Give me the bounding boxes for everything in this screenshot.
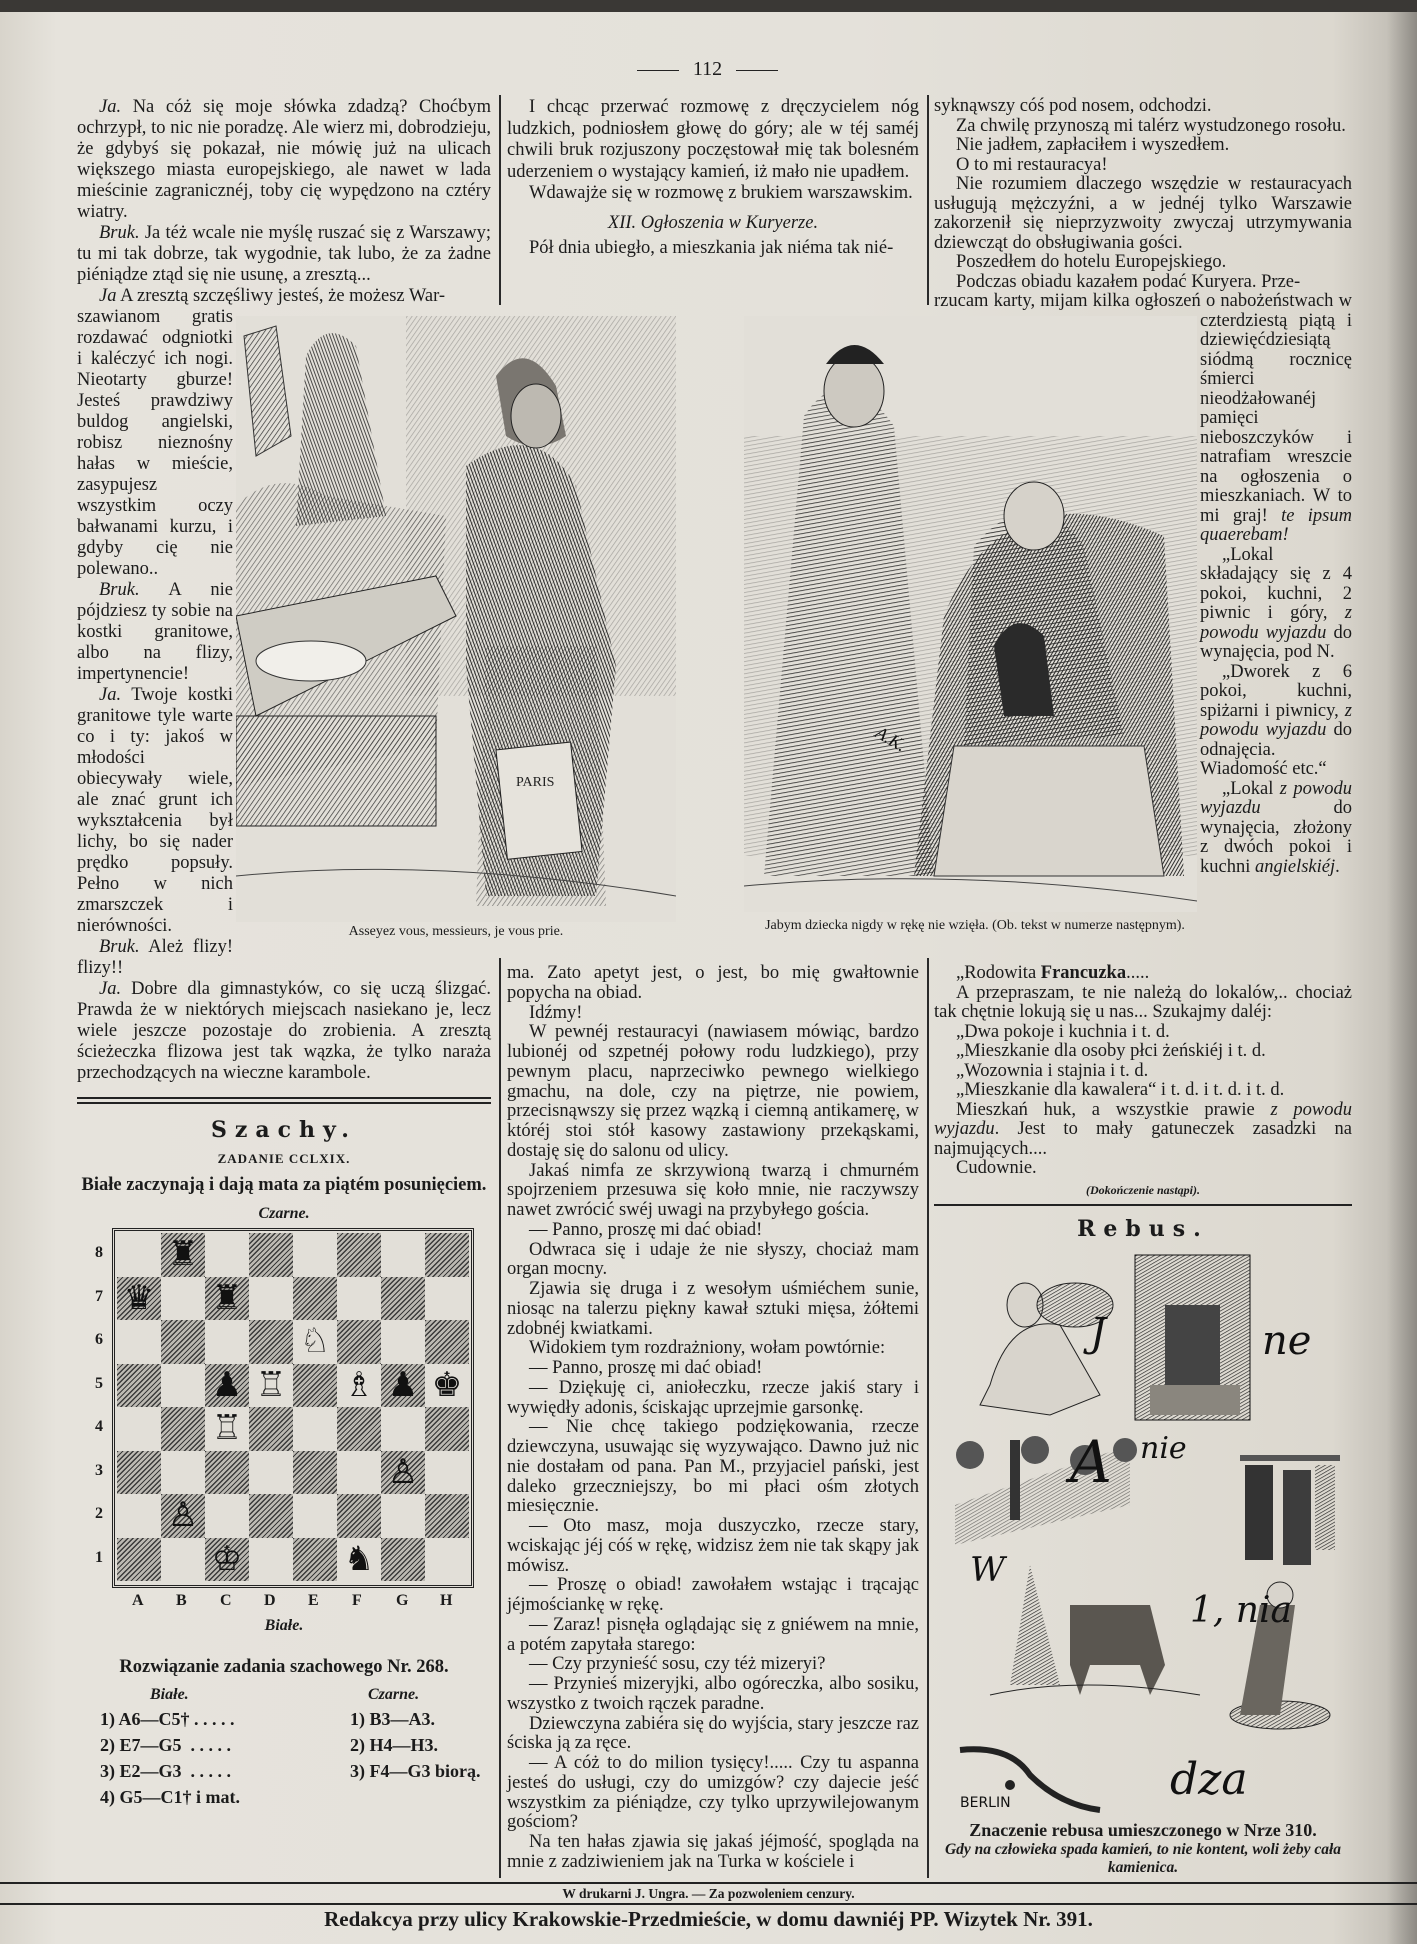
board-square [293, 1277, 337, 1321]
paragraph [507, 1379, 919, 1419]
rebus-answer-title: Znaczenie rebusa umieszczonego w Nrze 310. [969, 1820, 1317, 1840]
text-run: ..... [1126, 963, 1150, 983]
map-label: BERLIN [960, 1795, 1011, 1811]
illustration-woman-by-bed [236, 316, 676, 922]
board-square [425, 1538, 469, 1582]
black-move: 1) B3—A3. [350, 1709, 435, 1729]
chess-title: Szachy. [211, 1117, 357, 1143]
paragraph [77, 223, 491, 286]
text-run: „Mieszkanie dla osoby płci żeńskiéj i t. d. [956, 1041, 1266, 1061]
chess-piece-b8: ♜ [167, 1234, 199, 1274]
text-run: Za chwilę przynoszą mi talérz wystudzonego rosołu. [956, 115, 1346, 136]
board-square [117, 1364, 161, 1408]
paragraph [934, 1062, 1352, 1082]
text-run: Podczas obiadu kazałem podać Kuryera. Prze- [956, 271, 1301, 292]
editorial-address: Redakcya przy ulicy Krakowskie-Przedmieście, w domu dawniéj PP. Wizytek Nr. 391. [324, 1907, 1093, 1931]
text-run: O to mi restauracya! [956, 154, 1108, 175]
page-number-text: 112 [692, 58, 723, 80]
board-square [425, 1320, 469, 1364]
solution-white-label: Białe. [150, 1686, 189, 1703]
rebus-throne [1135, 1255, 1250, 1420]
paragraph [507, 1221, 919, 1241]
rank-label: 8 [95, 1244, 103, 1261]
rebus-letter: W [970, 1550, 1005, 1590]
text-run: — Nie chcę takiego podziękowania, rzecze dziewczyna, usuwając się wyzywająco. Dawno już nic nie dostałam od pana. Pan M., przyjaciel pański, jest daleko grzeczniejszy, bo mi płaci ośm złotych miesięcznie. [507, 1417, 919, 1517]
white-move: 4) G5—C1† i mat. [100, 1787, 240, 1807]
rank-label: 7 [95, 1287, 103, 1305]
paragraph [507, 97, 919, 183]
board-square [249, 1407, 293, 1451]
text-run: Poszedłem do hotelu Europejskiego. [956, 252, 1227, 272]
file-label: D [264, 1592, 276, 1609]
text-run: Nie rozumiem dlaczego wszędzie w restauracyach usługują mężczyźni, a w jednéj tylko Warszawie zakorzenił się nieprzyzwoity zwyczaj utrzymywania dziewcząt do obsługiwania gości. [934, 174, 1352, 253]
double-rule [77, 1097, 491, 1099]
text-run: Jakaś nimfa ze skrzywioną twarzą i chmurném spojrzeniem przesuwa się koło mnie, nie raczywszy nawet zwrócić swéj uwagi na przybyłego gościa. [507, 1160, 919, 1220]
rebus-deer [990, 1565, 1200, 1695]
italic-run: Ja [99, 286, 117, 306]
paragraph [934, 117, 1352, 137]
board-square [337, 1320, 381, 1364]
board-square [161, 1407, 205, 1451]
section-heading: XII. Ogłoszenia w Kuryerze. [607, 212, 819, 233]
italic-run: Ja. [99, 685, 122, 705]
paragraph [507, 1023, 919, 1161]
footer-rule [0, 1882, 1417, 1884]
italic-run: z powodu wyjazdu [1200, 700, 1352, 740]
solution-black-label: Czarne. [368, 1686, 420, 1703]
board-square [293, 1451, 337, 1495]
text-run: „Lokal składający się z 4 pokoi, kuchni, 2 piwnic i góry, [1200, 544, 1352, 623]
chess-black-label: Czarne. [258, 1205, 310, 1222]
board-square [337, 1494, 381, 1538]
column-rule [927, 95, 929, 305]
file-label: G [396, 1592, 409, 1609]
chess-piece-f1: ♞ [343, 1538, 375, 1579]
board-square [205, 1494, 249, 1538]
text-run: Cudownie. [956, 1158, 1037, 1178]
board-square [117, 1538, 161, 1582]
board-square [337, 1407, 381, 1451]
solution-title: Rozwiązanie zadania szachowego Nr. 268. [119, 1657, 449, 1677]
board-square [337, 1451, 381, 1495]
chess-problem-number: ZADANIE CCLXIX. [217, 1151, 351, 1166]
board-square [117, 1320, 161, 1364]
double-rule [77, 1102, 491, 1104]
box-label: PARIS [516, 775, 555, 790]
paragraph [507, 1004, 919, 1024]
rebus-answer [934, 1820, 1352, 1877]
chess-piece-d5: ♖ [255, 1364, 287, 1405]
paragraph [77, 97, 491, 223]
rebus-letter: ne [1262, 1318, 1312, 1364]
file-label: H [440, 1592, 453, 1609]
board-square [293, 1494, 337, 1538]
paragraph [507, 1754, 919, 1833]
solution-row [100, 1706, 491, 1732]
black-move: 3) F4—G3 biorą. [350, 1761, 481, 1781]
board-square [381, 1407, 425, 1451]
board-square [425, 1494, 469, 1538]
chess-board-area [77, 1224, 491, 1616]
text-run: „Lokal [1222, 778, 1280, 799]
scan-edge-right [1387, 0, 1417, 1944]
text-run: — Panno, proszę mi dać obiad! [529, 1358, 763, 1378]
paragraph [934, 156, 1352, 176]
rebus-letter: nie [1140, 1431, 1187, 1466]
board-square [337, 1277, 381, 1321]
italic-run: z powodu wyjazdu [934, 1099, 1352, 1139]
chess-piece-c4: ♖ [211, 1408, 243, 1448]
text-run: Zjawia się druga i z wesołym uśmiéchem sunie, niosąc na talerzu piękny kawał sztuki mięsa, żółtemi zdobnéj kwiatkami. [507, 1279, 919, 1339]
rebus-letter: 1, nia [1190, 1590, 1292, 1631]
rebus-clothes-rack [1240, 1455, 1340, 1565]
white-move: 3) E2—G3 . . . . . [100, 1761, 232, 1781]
continued-note: (Dokończenie nastąpi). [1086, 1182, 1200, 1197]
text-run: — Panno, proszę mi dać obiad! [529, 1219, 763, 1240]
text-run: — A cóż to do milion tysięcy!..... Czy tu aspanna jesteś do usługi, czy do umizgów? czy dajecie jeść wszystkim za piéniądze, czy tylko uprzywilejowanym gościom? [507, 1753, 919, 1833]
column-2-lower [507, 964, 919, 1873]
paragraph [507, 1655, 919, 1675]
italic-run: Bruk. [99, 580, 140, 600]
chess-piece-c7: ♜ [211, 1277, 243, 1318]
text-run: Twoje kostki granitowe tyle warte co i ty: jakoś w młodości obiecywały wiele, ale znać grunt ich wykształcenia był lichy, bo się nader prędko popsuły. Pełno w nich zmarszczek i nierówności. [77, 685, 233, 936]
column-1-top [77, 97, 491, 307]
paragraph [507, 1675, 919, 1715]
chess-piece-e6: ♘ [299, 1321, 331, 1361]
solution-row [100, 1784, 491, 1810]
board-square [249, 1233, 293, 1277]
chess-piece-g5: ♟ [387, 1364, 419, 1405]
board-square [381, 1320, 425, 1364]
bold-run: Francuzka [1040, 963, 1127, 983]
text-run: A przepraszam, te nie należą do lokalów,.. chociaż tak chętnie lokują się u nas... Szukajmy daléj: [934, 982, 1352, 1022]
chess-board [112, 1228, 474, 1588]
board-square [249, 1494, 293, 1538]
solution-labels [77, 1684, 491, 1706]
column-1-lower [77, 937, 491, 1084]
board-square [161, 1451, 205, 1495]
rebus-letter: J [1090, 1310, 1107, 1356]
rebus-letter: dza [1170, 1754, 1248, 1805]
board-square [381, 1538, 425, 1582]
chess-piece-c1: ♔ [211, 1538, 243, 1579]
file-label: C [220, 1592, 232, 1609]
text-run: Mieszkań huk, a wszystkie prawie [956, 1099, 1271, 1120]
paragraph [934, 964, 1352, 984]
text-run: do odnajęcia. Wiadomość etc.“ [1200, 720, 1353, 779]
paragraph [934, 97, 1352, 117]
board-square [425, 1451, 469, 1495]
text-run: — Czy przynieść sosu, czy téż mizeryi? [529, 1654, 826, 1675]
text-run: A zresztą szczęśliwy jesteś, że możesz War- [116, 286, 446, 306]
chess-piece-b2: ♙ [167, 1495, 199, 1535]
text-run: do wynajęcia, pod N. [1200, 622, 1353, 662]
board-square [117, 1233, 161, 1277]
paragraph: Pół dnia ubiegło, a mieszkania jak niéma tak nié- [529, 238, 894, 258]
board-square [425, 1233, 469, 1277]
rank-label: 1 [95, 1548, 103, 1566]
text-run: Widokiem tym rozdrażniony, wołam powtórnie: [529, 1338, 886, 1359]
paragraph [934, 1023, 1352, 1043]
board-square [425, 1407, 469, 1451]
paragraph [934, 136, 1352, 156]
board-square [249, 1538, 293, 1582]
text-run: rzucam karty, mijam kilka ogłoszeń o nabożeństwach w czterdziestą piątą i dziewięćdziesiątą siódmą rocznicę śmierci nieodżałowanéj pamięci nieboszczyków i natrafiam wreszcie na ogłoszenia o mieszkaniach. W to mi graj! [934, 291, 1352, 526]
board-square [293, 1233, 337, 1277]
file-label: F [352, 1592, 362, 1609]
paragraph [934, 1081, 1352, 1101]
italic-run: Ja. [99, 97, 122, 117]
rank-label: 2 [95, 1505, 103, 1522]
italic-run: te ipsum quaerebam! [1200, 505, 1352, 545]
file-label: A [132, 1592, 144, 1609]
paragraph [934, 984, 1352, 1023]
board-square [293, 1538, 337, 1582]
italic-run: Bruk. [99, 223, 140, 243]
illustration-caption-left: Asseyez vous, messieurs, je vous prie. [348, 924, 564, 939]
text-run: Ja téż wcale nie myślę ruszać się z Warszawy; tu mi tak dobrze, tak wygodnie, tak lubo, że za żadne piéniądze ztąd się nie usunę, a zresztą... [77, 223, 491, 285]
solution-row [100, 1732, 491, 1758]
rank-label: 5 [95, 1374, 103, 1392]
board-square [337, 1233, 381, 1277]
board-square [381, 1494, 425, 1538]
text-run: „Dworek z 6 pokoi, kuchni, spiżarni i piwnicy, [1200, 661, 1352, 721]
illustration-caption-right: Jabym dziecka nigdy w rękę nie wzięła. (Ob. tekst w numerze następnym). [765, 918, 1185, 933]
text-run: I chcąc przerwać rozmowę z dręczycielem nóg ludzkich, podniosłem głowę do góry; ale w téj saméj chwili bruk rozjuszony poczęstował mię tak bolesném uderzeniem o wystający kamień, iż mało nie upadłem. [507, 97, 919, 182]
rank-label: 3 [95, 1461, 103, 1479]
text-run: do wynajęcia, złożony z dwóch pokoi i kuchni [1200, 798, 1352, 877]
column-3-top [934, 97, 1352, 292]
text-run: — Oto masz, moja duszyczko, rzecze stary, wciskając jéj cóś w rękę, widzisz żem nie tak skąpy jak mówisz. [507, 1516, 919, 1576]
text-run: W pewnéj restauracyi (nawiasem mówiąc, bardzo lubionéj od szpetnéj połowy rodu ludzkiego), przy pewnym placu, naprzeciwko pewnego wielkiego gmachu, na dole, czy na piętrze, nie powiem, przecisnąwszy się przez wązką i ciemną antikamerę, w któréj stoi stół kasowy zastawiony przekąskami, dostaję się do salonu od ulicy. [507, 1022, 919, 1161]
text-run: . Jest to mały gatuneczek zasadzki na najmujących.... [934, 1119, 1352, 1159]
text-run: Ależ flizy! flizy!! [77, 937, 233, 978]
board-square [381, 1277, 425, 1321]
paragraph [507, 1418, 919, 1517]
paragraph [507, 1241, 919, 1281]
paragraph [934, 253, 1352, 273]
italic-run: z powodu wyjazdu [1200, 778, 1352, 818]
paragraph [934, 273, 1352, 293]
board-square [293, 1407, 337, 1451]
board-square [161, 1364, 205, 1408]
board-square [205, 1320, 249, 1364]
chess-piece-f5: ♗ [343, 1364, 375, 1405]
chess-white-label: Białe. [264, 1617, 304, 1634]
column-rule [499, 95, 501, 305]
board-square [161, 1277, 205, 1321]
board-square [293, 1364, 337, 1408]
paragraph [507, 964, 919, 1004]
rebus-river-map [960, 1749, 1100, 1811]
paragraph [507, 1833, 919, 1873]
paragraph [934, 1101, 1352, 1160]
text-run: „Dwa pokoje i kuchnia i t. d. [956, 1021, 1170, 1042]
artist-signature: A.K. [872, 722, 910, 756]
solution-row [100, 1758, 491, 1784]
paragraph [507, 1359, 919, 1379]
solution-moves [77, 1706, 491, 1810]
text-run: „Wozownia i stajnia i t. d. [956, 1060, 1149, 1081]
page-number [620, 58, 795, 81]
paragraph [507, 183, 919, 205]
illustration-man-and-seated-woman [744, 316, 1197, 912]
board-square [205, 1233, 249, 1277]
text-run: Dobre dla gimnastyków, co się uczą ślizgać. Prawda że w niektórych miejscach nasiekano je, lecz wiele jeszcze pozostaje do zrobienia. A zresztą ścieżeczka flizowa jest tak wązka, że tylko naraża przechodzących na wieczne karambole. [77, 979, 491, 1083]
text-run: Wdawajże się w rozmowę z brukiem warszawskim. [529, 183, 913, 203]
italic-run: Ja. [99, 979, 122, 999]
text-run: Nie jadłem, zapłaciłem i wyszedłem. [956, 135, 1230, 155]
text-run: A nie pójdziesz ty sobie na kostki granitowe, albo na flizy, impertynencie! [77, 580, 233, 684]
file-label: B [176, 1592, 187, 1609]
paragraph [934, 175, 1352, 253]
scan-edge-top [0, 0, 1417, 12]
paragraph [507, 1616, 919, 1656]
text-run: — Zaraz! pisnęła oglądając się z gniéwem na mnie, a potém zapytała starego: [507, 1614, 919, 1655]
board-square [161, 1320, 205, 1364]
rebus-letter: A [1070, 1428, 1112, 1496]
board-square [117, 1451, 161, 1495]
text-run: szawianom gratis rozdawać odgniotki i kaléczyć ich nogi. Nieotarty gburze! Jesteś prawdziwy buldog angielski, robisz nieznośny hałas w mieście, zasypujesz wszystkim oczy bałwanami kurzu, i gdyby cię nie polewano.. [77, 307, 233, 579]
column-3-lower [934, 964, 1352, 1179]
board-square [117, 1407, 161, 1451]
board-square [249, 1320, 293, 1364]
chess-task: Białe zaczynają i dają mata za piątém posunięciem. [81, 1175, 487, 1195]
text-run: Odwraca się i udaje że nie słyszy, chociaż mam organ mocny. [507, 1239, 919, 1280]
paragraph [934, 1042, 1352, 1062]
text-run: — Dziękuję ci, aniołeczku, rzecze jakiś stary i wywiędły adonis, ściskając uprzejmie garsonkę. [507, 1377, 919, 1418]
paragraph [507, 1280, 919, 1339]
board-square [117, 1494, 161, 1538]
italic-run: z powodu wyjazdu [1200, 603, 1352, 643]
white-move: 1) A6—C5† . . . . . [100, 1709, 235, 1729]
text-run: Na cóż się moje słówka zdadzą? Choćbym ochrzypł, to nic nie poradzę. Ale wierz mi, dobrodzieju, że gdybyś się pokazał, nie mówię już na ulicach większego miasta europejskiego, ale nawet w lada mieścinie zagranicznéj, toby cię wypędzono na cztéry wiatry. [77, 97, 491, 222]
file-label: E [308, 1592, 319, 1609]
paragraph [507, 1576, 919, 1616]
board-square [249, 1277, 293, 1321]
board-square [205, 1451, 249, 1495]
chess-piece-g3: ♙ [387, 1451, 419, 1492]
board-square [161, 1538, 205, 1582]
text-run: Na ten hałas zjawia się jakaś jéjmość, spogląda na mnie z zadziwieniem jak na Turka w kościele i [507, 1832, 919, 1872]
rank-label: 6 [95, 1331, 103, 1348]
text-run: Idźmy! [529, 1002, 583, 1023]
text-run: „Mieszkanie dla kawalera“ i t. d. i t. d. i t. d. [956, 1080, 1285, 1100]
rebus-title: Rebus. [1077, 1216, 1209, 1242]
board-square [425, 1277, 469, 1321]
footer-rule [0, 1903, 1417, 1905]
column-2-paragraphs [507, 97, 919, 205]
text-run: Dziewczyna zabiéra się do wyjścia, stary jeszcze raz ściska ją za ręce. [507, 1713, 919, 1754]
paragraph [507, 1517, 919, 1576]
column-rule [499, 958, 501, 1878]
rebus-answer-text: Gdy na człowieka spada kamień, to nie kontent, woli żeby cała kamienica. [944, 1841, 1342, 1876]
text-run: . [1335, 856, 1340, 877]
paragraph [507, 1339, 919, 1359]
board-square [381, 1233, 425, 1277]
chess-piece-h5: ♚ [431, 1364, 463, 1405]
section-rule [934, 1204, 1352, 1206]
text-run: — Przynieś mizeryjki, albo ogóreczka, albo sosiku, wszystko z twoich rączek paradne. [507, 1674, 919, 1714]
paragraph [77, 979, 491, 1084]
paragraph [507, 1162, 919, 1221]
text-run: „Rodowita [956, 963, 1041, 983]
rank-label: 4 [95, 1418, 103, 1435]
text-run: ma. Zato apetyt jest, o jest, bo mię gwałtownie popycha na obiad. [507, 963, 919, 1003]
text-run: — Proszę o obiad! zawołałem wstając i trącając jéjmościankę w rękę. [507, 1575, 919, 1615]
printer-note: W drukarni J. Ungra. — Za pozwoleniem cenzury. [562, 1886, 855, 1901]
italic-run: Bruk. [99, 937, 140, 957]
paragraph [507, 1715, 919, 1755]
paragraph [934, 1159, 1352, 1179]
paragraph [77, 286, 491, 307]
board-square [249, 1451, 293, 1495]
column-2-top [507, 97, 919, 260]
chess-section [77, 1116, 491, 1810]
italic-run: angielskiéj [1254, 856, 1336, 877]
text-run: syknąwszy cóś pod nosem, odchodzi. [934, 96, 1212, 116]
column-rule [927, 958, 929, 1878]
white-move: 2) E7—G5 . . . . . [100, 1735, 232, 1755]
chess-piece-a7: ♛ [123, 1277, 155, 1318]
chess-piece-c5: ♟ [211, 1364, 243, 1405]
black-move: 2) H4—H3. [350, 1735, 438, 1755]
